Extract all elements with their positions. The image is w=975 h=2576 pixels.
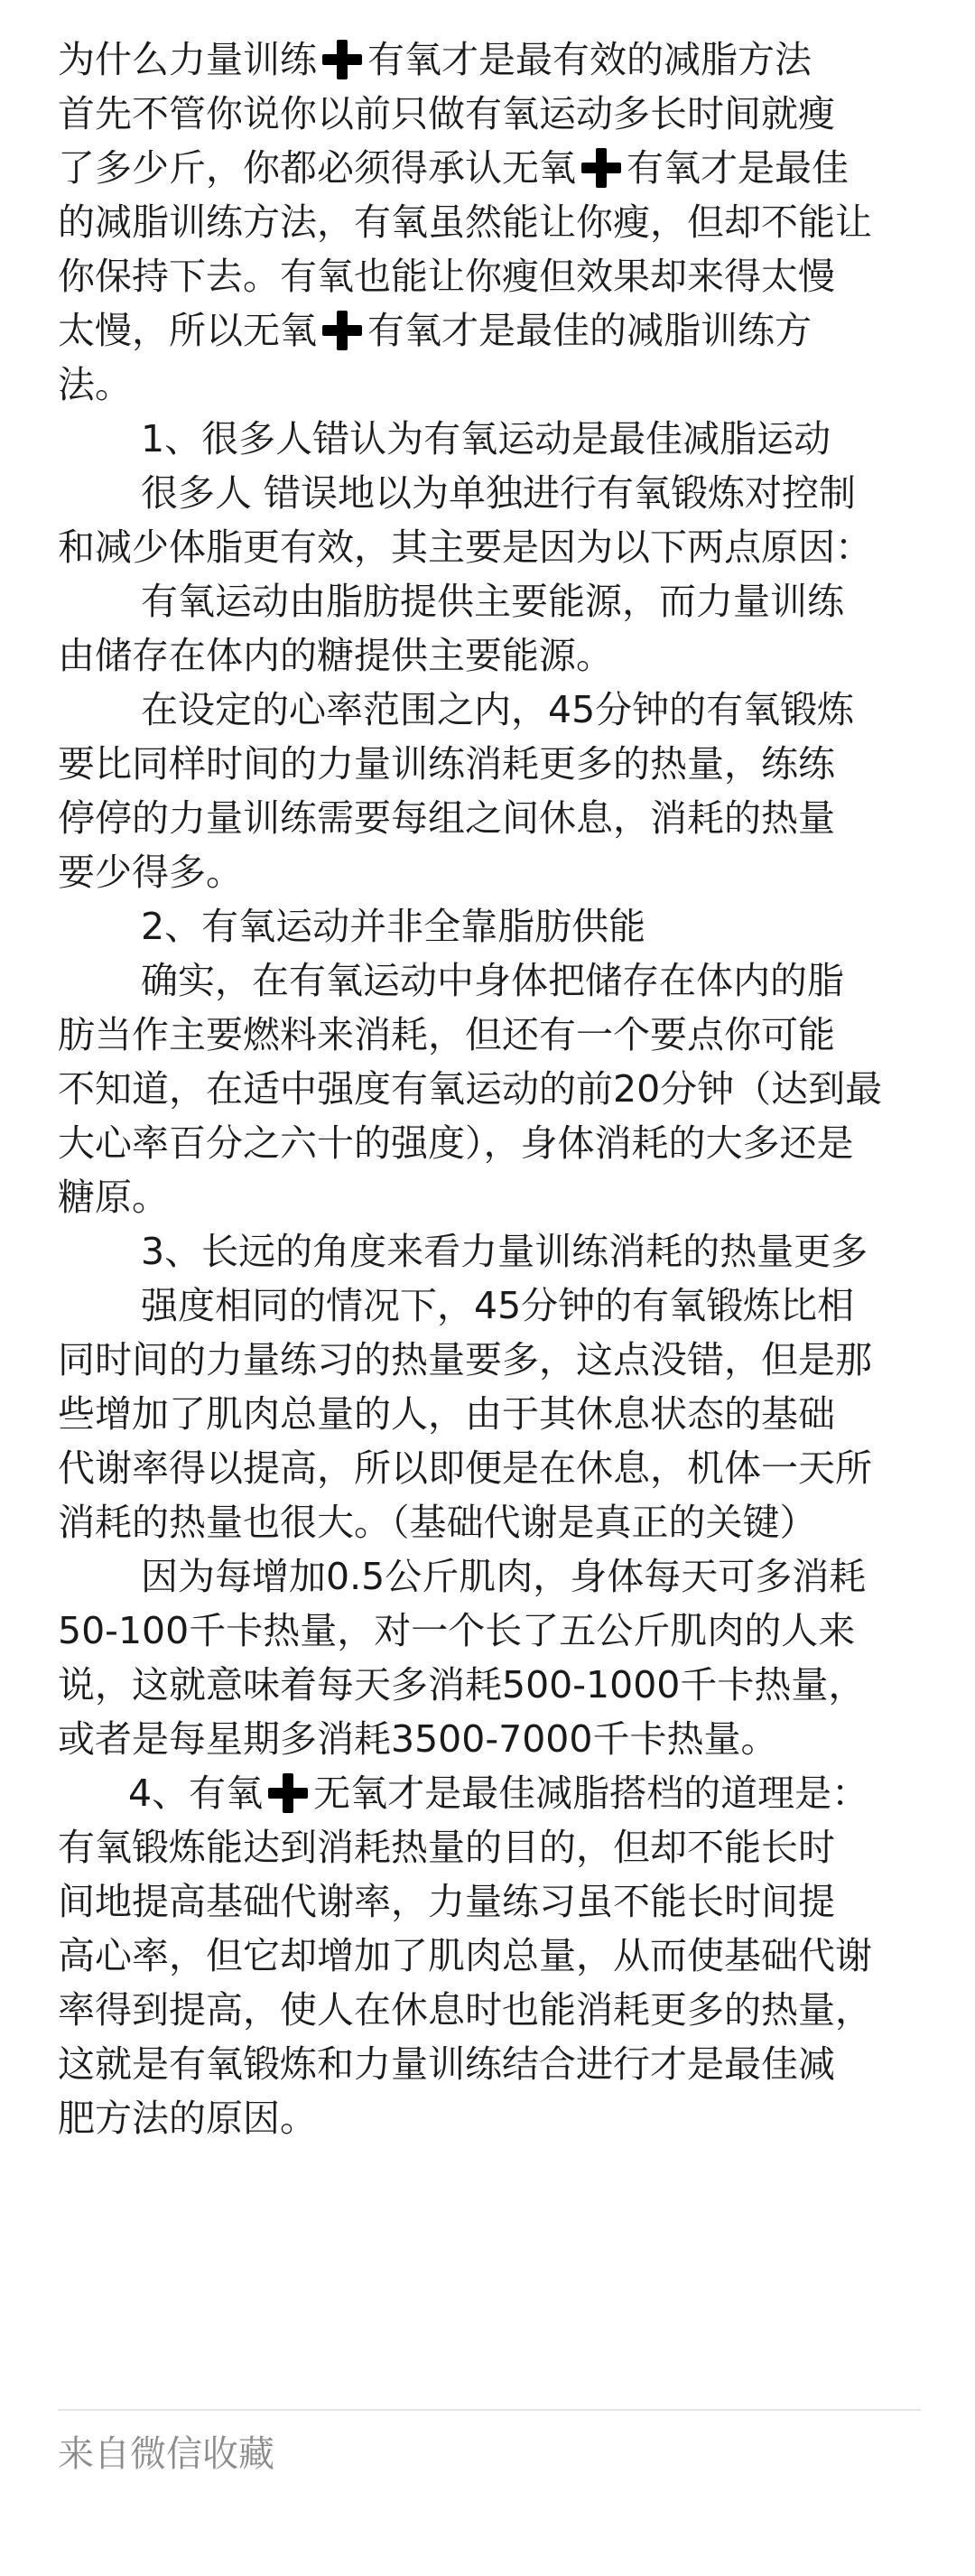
article-line (58, 1170, 924, 1224)
article-text: 有氧才是最有效的减脂方法 (367, 38, 812, 81)
article-text: 停停的力量训练需要每组之间休息，消耗的热量 (58, 796, 835, 840)
article-text: 有氧才是最佳的减脂训练方 (367, 309, 812, 352)
article-line (58, 249, 924, 303)
article-line (58, 87, 924, 141)
article-line (58, 1116, 924, 1170)
article-text: 50-100千卡热量，对一个长了五公斤肌肉的人来 (58, 1609, 856, 1652)
article-text: 强度相同的情况下，45分钟的有氧锻炼比相 (141, 1284, 855, 1327)
article-text: 无氧才是最佳减脂搭档的道理是： (313, 1772, 869, 1815)
article-text: 2、有氧运动并非全靠脂肪供能 (141, 905, 646, 948)
article-line (58, 737, 924, 791)
article-line (58, 1658, 924, 1712)
article-text: 或者是每星期多消耗3500-7000千卡热量。 (58, 1717, 778, 1761)
source-label: 来自微信收藏 (58, 2433, 274, 2475)
article-line (58, 303, 924, 358)
article-text: 太慢，所以无氧 (58, 309, 317, 352)
article-text: 间地提高基础代谢率，力量练习虽不能长时间提 (58, 1880, 835, 1923)
article-line (58, 953, 924, 1008)
article-line (58, 195, 924, 249)
article-text: 肥方法的原因。 (58, 2097, 317, 2140)
article-line (58, 1441, 924, 1495)
article-line (58, 358, 924, 412)
article-line (58, 1820, 924, 1874)
article-line (58, 1766, 924, 1820)
article-text: 有氧运动由脂肪提供主要能源，而力量训练 (141, 580, 844, 623)
article-text: 你保持下去。有氧也能让你瘦但效果却来得太慢 (58, 255, 835, 298)
article-line (58, 1712, 924, 1766)
article-line (58, 1387, 924, 1441)
article-text: 糖原。 (58, 1176, 169, 1219)
article-text: 的减脂训练方法，有氧虽然能让你瘦，但却不能让 (58, 200, 872, 244)
article-line (58, 1983, 924, 2037)
article-line (58, 899, 924, 953)
article-line (58, 412, 924, 466)
article-text: 要比同样时间的力量训练消耗更多的热量，练练 (58, 742, 835, 786)
article-text: 因为每增加0.5公斤肌肉，身体每天可多消耗 (141, 1555, 867, 1598)
article-text: 肪当作主要燃料来消耗，但还有一个要点你可能 (58, 1013, 835, 1056)
article-line (58, 1062, 924, 1116)
article-text: 大心率百分之六十的强度），身体消耗的大多还是 (58, 1121, 854, 1165)
article-text: 说，这就意味着每天多消耗500-1000千卡热量， (58, 1663, 866, 1706)
article-line (58, 1874, 924, 1929)
article-line (58, 141, 924, 195)
article-text: 不知道，在适中强度有氧运动的前20分钟（达到最 (58, 1067, 883, 1111)
article-text: 由储存在体内的糖提供主要能源。 (58, 634, 613, 677)
article-line (58, 1549, 924, 1604)
article-line (58, 1333, 924, 1387)
article-line (58, 1008, 924, 1062)
article-line (58, 1604, 924, 1658)
article-line (58, 1224, 924, 1279)
article-text: 3、长远的角度来看力量训练消耗的热量更多 (141, 1230, 868, 1273)
article-text: 有氧锻炼能达到消耗热量的目的，但却不能长时 (58, 1826, 835, 1869)
article-line (58, 2037, 924, 2091)
article-text: 和减少体脂更有效，其主要是因为以下两点原因： (58, 525, 872, 569)
plus-icon (322, 40, 362, 79)
article-text: 为什么力量训练 (58, 38, 317, 81)
plus-icon (581, 148, 621, 188)
article-text: 在设定的心率范围之内，45分钟的有氧锻炼 (141, 688, 855, 731)
article-text: 这就是有氧锻炼和力量训练结合进行才是最佳减 (58, 2042, 835, 2086)
article-line (58, 466, 924, 520)
article-line (58, 845, 924, 899)
article-text: 了多少斤，你都必须得承认无氧 (58, 146, 576, 190)
article-text: 高心率，但它却增加了肌肉总量，从而使基础代谢 (58, 1934, 872, 1977)
article-line (58, 628, 924, 683)
article-text: 首先不管你说你以前只做有氧运动多长时间就瘦 (58, 92, 835, 135)
article-line (58, 1929, 924, 1983)
article-text: 确实，在有氧运动中身体把储存在体内的脂 (141, 959, 844, 1002)
article-line (58, 520, 924, 574)
article-text: 有氧才是最佳 (627, 146, 849, 190)
article-text: 1、很多人错认为有氧运动是最佳减脂运动 (141, 417, 831, 460)
article-line (58, 1279, 924, 1333)
plus-icon (268, 1773, 308, 1813)
article-body (58, 33, 924, 2145)
article-line (58, 683, 924, 737)
article-line (58, 2091, 924, 2145)
article-text: 代谢率得以提高，所以即便是在休息，机体一天所 (58, 1446, 872, 1490)
footer-divider (58, 2409, 921, 2411)
article-text: 法。 (58, 363, 132, 406)
article-text: 同时间的力量练习的热量要多，这点没错，但是那 (58, 1338, 872, 1381)
article-line (58, 33, 924, 87)
article-text: 要少得多。 (58, 851, 243, 894)
article-text: 些增加了肌肉总量的人，由于其休息状态的基础 (58, 1392, 835, 1436)
article-line (58, 574, 924, 628)
article-text: 消耗的热量也很大。（基础代谢是真正的关键） (58, 1501, 817, 1544)
article-line (58, 1495, 924, 1549)
article-text: 很多人 错误地以为单独进行有氧锻炼对控制 (141, 471, 857, 515)
plus-icon (322, 311, 362, 350)
article-line (58, 791, 924, 845)
article-text: 4、有氧 (128, 1772, 264, 1815)
article-text: 率得到提高，使人在休息时也能消耗更多的热量， (58, 1988, 872, 2032)
